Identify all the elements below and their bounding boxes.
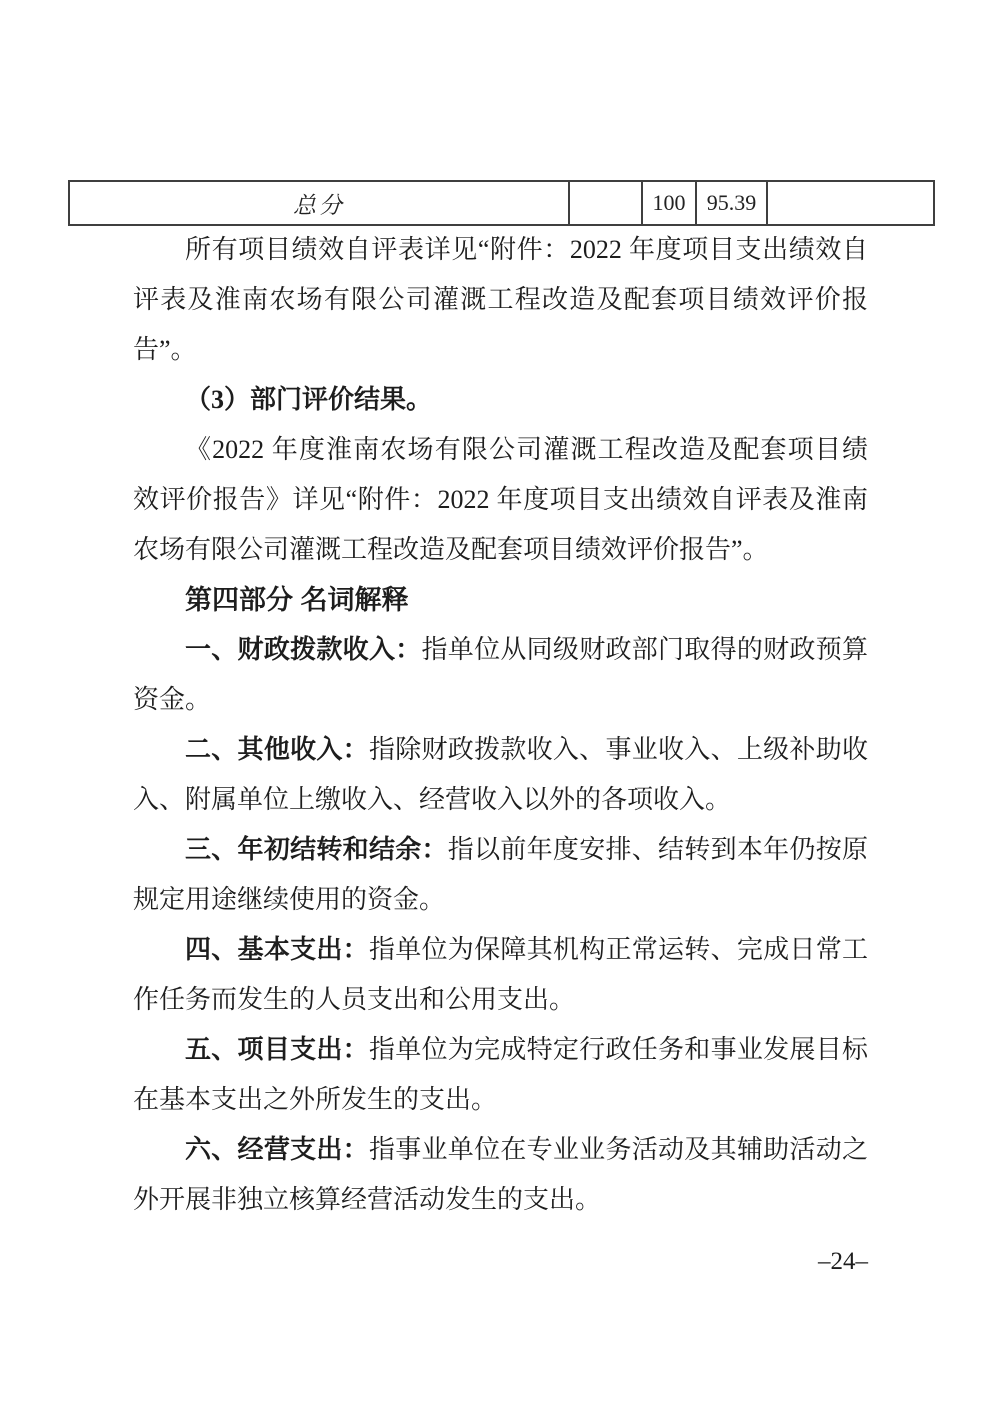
term-1-rest: 指单位从同级财政部门取得的财政预算 [421,635,868,664]
term-2-lead: 二、其他收入： [185,735,369,764]
term-4-line-2: 作任务而发生的人员支出和公用支出。 [133,985,576,1014]
term-5-rest: 指单位为完成特定行政任务和事业发展目标 [368,1035,868,1064]
dept-eval-heading: （3）部门评价结果。 [185,385,433,414]
page-number: –24– [818,1248,868,1275]
part4-heading: 第四部分 名词解释 [185,585,409,615]
table-cell-empty-2 [768,182,933,224]
term-2-line-1 [133,725,868,775]
term-6-line-1 [133,1125,868,1175]
term-4-lead: 四、基本支出： [185,935,369,964]
term-1-line-2: 资金。 [133,685,212,714]
score-table [68,180,935,226]
table-cell-max-score: 100 [643,182,697,224]
term-4-rest: 指单位为保障其机构正常运转、完成日常工 [368,935,868,964]
table-cell-total-label [70,182,570,224]
term-5-lead: 五、项目支出： [185,1035,369,1064]
attachment-note-line-1: 所有项目绩效自评表详见“附件：2022 年度项目支出绩效自 [185,235,868,264]
term-3-line-2: 规定用途继续使用的资金。 [133,885,446,914]
term-6-line-2: 外开展非独立核算经营活动发生的支出。 [133,1185,602,1214]
term-2-line-2: 入、附属单位上缴收入、经营收入以外的各项收入。 [133,785,732,814]
attachment-note-line-2: 评表及淮南农场有限公司灌溉工程改造及配套项目绩效评价报 [133,285,868,314]
term-5-line-1 [133,1025,868,1075]
term-3-lead: 三、年初结转和结余： [185,835,448,864]
attachment-note-line-3: 告”。 [133,335,197,364]
dept-eval-line-2: 效评价报告》详见“附件：2022 年度项目支出绩效自评表及淮南 [133,485,868,514]
table-cell-empty-1 [570,182,643,224]
term-3-line-1 [133,825,868,875]
term-3-rest: 指以前年度安排、结转到本年仍按原 [447,835,868,864]
term-6-lead: 六、经营支出： [185,1135,369,1164]
term-2-rest: 指除财政拨款收入、事业收入、上级补助收 [368,735,868,764]
table-cell-score-value: 95.39 [697,182,768,224]
dept-eval-line-1: 《2022 年度淮南农场有限公司灌溉工程改造及配套项目绩 [185,435,868,464]
term-1-line-1 [133,625,868,675]
term-1-lead: 一、财政拨款收入： [185,635,422,664]
document-body [133,225,868,1225]
term-5-line-2: 在基本支出之外所发生的支出。 [133,1085,498,1114]
total-score-label: 总分 [293,192,345,218]
term-4-line-1 [133,925,868,975]
term-6-rest: 指事业单位在专业业务活动及其辅助活动之 [368,1135,868,1164]
dept-eval-line-3: 农场有限公司灌溉工程改造及配套项目绩效评价报告”。 [133,535,769,564]
